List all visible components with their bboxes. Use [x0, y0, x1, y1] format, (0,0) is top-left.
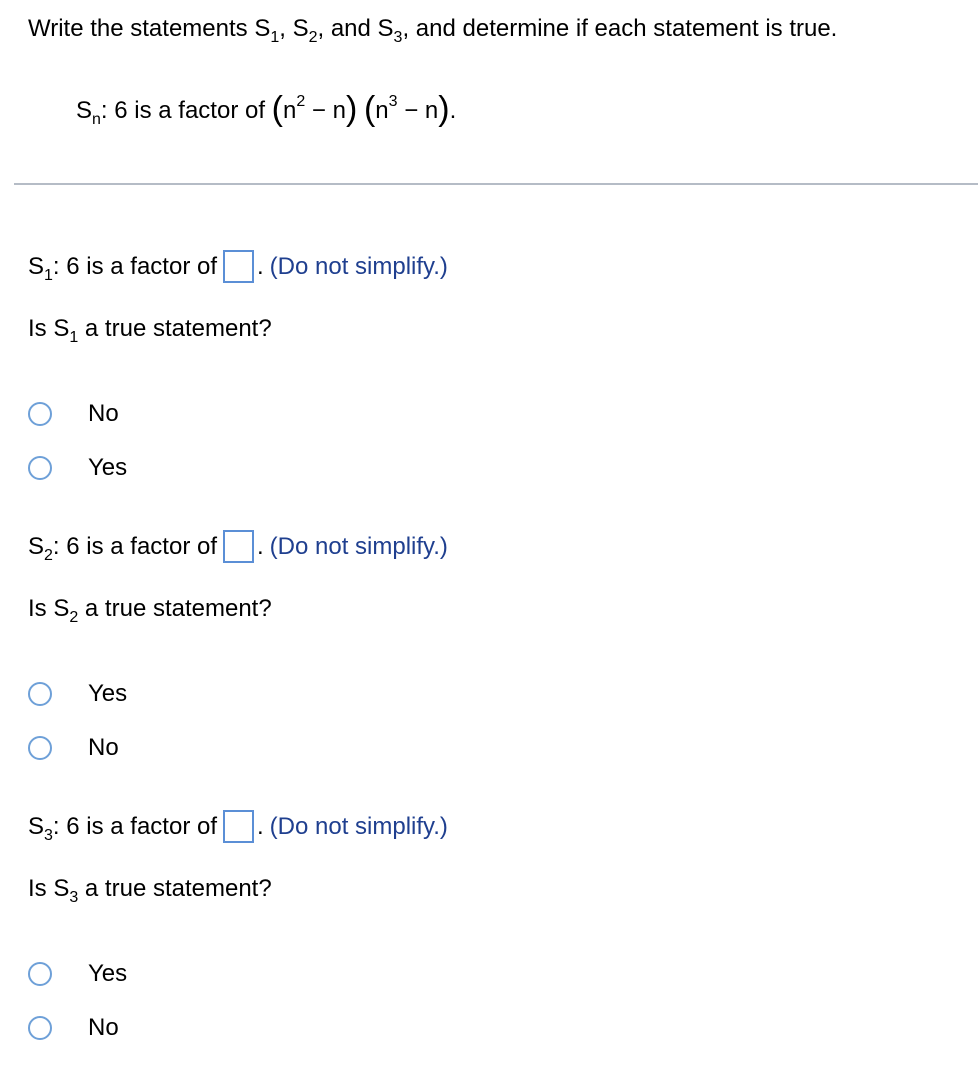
instructions-suffix: , and determine if each statement is true.: [402, 15, 838, 42]
s2-option-yes-radio[interactable]: [28, 682, 52, 706]
term1-base: n: [283, 97, 297, 124]
s3-option-yes[interactable]: [28, 957, 127, 991]
s2-prompt: [28, 595, 272, 626]
s3-option-no-radio[interactable]: [28, 1016, 52, 1040]
s1-hint: (Do not simplify.): [269, 253, 448, 280]
s3-option-no-label[interactable]: No: [88, 1014, 119, 1041]
instructions-sub-2: 2: [308, 29, 318, 46]
statement-s2: [28, 530, 448, 563]
instructions-prefix: Write the statements S: [28, 15, 271, 42]
statement-s3: [28, 810, 448, 843]
s1-option-yes[interactable]: [28, 451, 127, 485]
s2-option-yes[interactable]: [28, 677, 127, 711]
s1-prompt-sub: 1: [69, 329, 79, 346]
s3-sub: 3: [44, 827, 53, 844]
s2-sub: 2: [44, 547, 53, 564]
general-statement-var: S: [76, 97, 93, 124]
s1-prompt-suffix: a true statement?: [78, 315, 272, 342]
s3-prompt: [28, 875, 272, 906]
section-divider: [14, 183, 978, 185]
paren-open-2: (: [363, 90, 376, 128]
instructions-sub-1: 1: [270, 29, 280, 46]
term1-exponent: 2: [296, 93, 306, 110]
instructions-sub-3: 3: [393, 29, 403, 46]
paren-close-2: ): [438, 90, 450, 128]
paren-open-1: (: [271, 90, 283, 128]
s1-option-no-label[interactable]: No: [88, 400, 119, 427]
s1-prompt: [28, 315, 272, 346]
s3-hint: (Do not simplify.): [269, 813, 448, 840]
instructions-sep-2: , and S: [317, 15, 394, 42]
s2-period: .: [257, 533, 264, 560]
instructions-sep-1: , S: [279, 15, 309, 42]
s1-prompt-prefix: Is S: [28, 315, 70, 342]
s3-option-yes-label[interactable]: Yes: [88, 960, 128, 987]
s2-option-yes-label[interactable]: Yes: [88, 680, 128, 707]
s3-answer-box[interactable]: [223, 810, 254, 843]
s1-answer-box[interactable]: [223, 250, 254, 283]
s3-option-yes-radio[interactable]: [28, 962, 52, 986]
s2-option-no-label[interactable]: No: [88, 734, 119, 761]
s2-prompt-suffix: a true statement?: [78, 595, 272, 622]
general-statement-end: .: [449, 97, 457, 124]
s1-option-yes-label[interactable]: Yes: [88, 454, 128, 481]
s1-var: S: [28, 253, 45, 280]
statement-s1: [28, 250, 448, 283]
term2-exponent: 3: [388, 93, 398, 110]
s1-option-yes-radio[interactable]: [28, 456, 52, 480]
general-statement-sub: n: [92, 111, 101, 128]
s3-prompt-sub: 3: [69, 889, 79, 906]
s3-text: : 6 is a factor of: [52, 813, 217, 840]
s2-hint: (Do not simplify.): [269, 533, 448, 560]
instructions: [28, 15, 838, 46]
s2-var: S: [28, 533, 45, 560]
s2-option-no[interactable]: [28, 731, 119, 765]
paren-close-1: ): [345, 90, 358, 128]
s2-prompt-sub: 2: [69, 609, 79, 626]
s3-period: .: [257, 813, 264, 840]
term1-rest: − n: [305, 97, 346, 124]
s1-sub: 1: [44, 267, 53, 284]
s3-var: S: [28, 813, 45, 840]
s2-answer-box[interactable]: [223, 530, 254, 563]
s2-option-no-radio[interactable]: [28, 736, 52, 760]
general-statement-text: : 6 is a factor of: [100, 97, 272, 124]
s1-option-no-radio[interactable]: [28, 402, 52, 426]
s1-period: .: [257, 253, 264, 280]
s3-option-no[interactable]: [28, 1011, 119, 1045]
general-statement: [76, 88, 456, 127]
s2-text: : 6 is a factor of: [52, 533, 217, 560]
s1-text: : 6 is a factor of: [52, 253, 217, 280]
s3-prompt-prefix: Is S: [28, 875, 70, 902]
s1-option-no[interactable]: [28, 397, 119, 431]
s2-prompt-prefix: Is S: [28, 595, 70, 622]
term2-rest: − n: [397, 97, 439, 124]
term2-base: n: [375, 97, 389, 124]
s3-prompt-suffix: a true statement?: [78, 875, 272, 902]
